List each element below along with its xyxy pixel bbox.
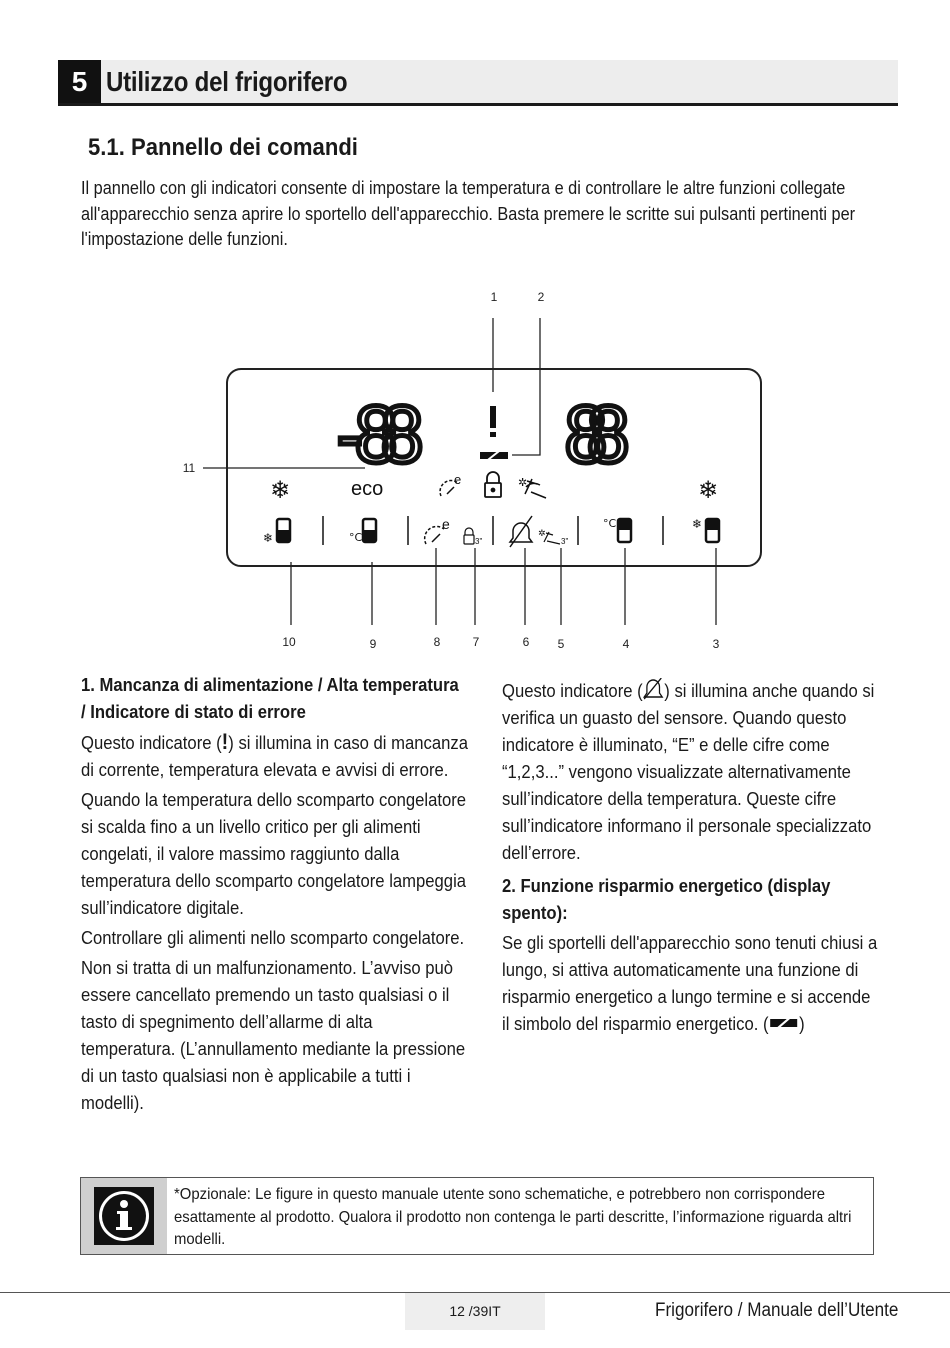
info-icon-box — [81, 1178, 167, 1254]
info-note — [80, 1177, 874, 1255]
svg-text:3": 3" — [561, 537, 569, 546]
callout-4: 4 — [622, 637, 630, 651]
lock-icon — [485, 472, 501, 497]
right-heading: 2. Funzione risparmio energetico (display spento): — [502, 875, 831, 923]
svg-text:e: e — [442, 516, 450, 532]
snowflake-icon: ❄ — [270, 476, 291, 504]
eco-fuzzy-icon — [425, 516, 450, 544]
right-column — [502, 677, 880, 1040]
intro-paragraph: Il pannello con gli indicatori consente di impostare la temperatura e di controllare le altre funzioni collegate all'apparecchio senza aprire lo sportello dell'apparecchio. Basta premere le scritte sui pulsanti pertinenti per l'impostazione delle funzioni. — [81, 178, 856, 249]
leader-2 — [512, 318, 540, 455]
energy-saving-inline-icon — [769, 1015, 800, 1031]
right-p2-text-end: ) — [799, 1013, 805, 1034]
left-column — [81, 671, 468, 1119]
svg-text:e: e — [454, 472, 462, 487]
svg-text:❄: ❄ — [692, 517, 703, 531]
callout-3: 3 — [712, 637, 720, 651]
left-paragraph-2: Quando la temperatura dello scomparto congelatore si scalda fino a un livello critico per gli alimenti congelati, il valore massimo raggiunto dalla temperatura dello scomparto congelatore lampeggia sull’indicatore digitale. — [81, 789, 467, 918]
control-panel-diagram — [0, 280, 950, 660]
snowflake-icon: ❄ — [698, 476, 719, 504]
freezer-compartment-icon — [263, 519, 290, 545]
alarm-inline-icon: ! — [221, 729, 229, 754]
eco-label: eco — [351, 478, 384, 500]
svg-text:°C: °C — [603, 517, 617, 530]
fridge-temperature-icon — [603, 517, 631, 542]
vacation-eco-icon — [440, 472, 461, 496]
callout-1: 1 — [490, 290, 498, 304]
callout-2: 2 — [537, 290, 545, 304]
left-p1-text: Questo indicatore ( — [81, 732, 222, 753]
callout-6: 6 — [522, 635, 530, 649]
svg-text:❄: ❄ — [263, 531, 274, 545]
left-paragraph-4: Non si tratta di un malfunzionamento. L’avviso può essere cancellato premendo un tasto qualsiasi o il tasto di spegnimento dell’allarme di alta temperatura. (L’annullamento mediante la pressione di un tasto qualsiasi non è applicabile a tutti i modelli). — [81, 957, 466, 1113]
holiday-icon — [518, 476, 546, 498]
display-right-digits: 88 — [563, 391, 631, 480]
chapter-number: 5 — [58, 60, 101, 103]
callout-5: 5 — [557, 637, 565, 651]
right-paragraph-2 — [502, 929, 880, 1037]
right-p1-text-end: ) si illumina anche quando si verifica un guasto del sensore. Quando questo indicatore è illuminato, “E” e delle cifre come “1,2,3...” vengono visualizzate alternativamente sull’indicatore della temperatura. Queste cifre sull’indicatore informano il personale specializzato dell’errore. — [502, 680, 875, 863]
alarm-off-inline-icon — [643, 678, 665, 700]
callout-11: 11 — [182, 461, 196, 475]
footer-title: Frigorifero / Manuale dell’Utente — [654, 1300, 898, 1321]
left-p1-text-end: ) si illumina in caso di mancanza di corrente, temperatura elevata e avvisi di errore. — [81, 732, 468, 780]
svg-text:✲: ✲ — [538, 529, 546, 539]
chapter-title: Utilizzo del frigorifero — [106, 66, 348, 97]
key-lock-3s-icon — [464, 528, 482, 546]
page-number: 12 /39IT — [405, 1293, 545, 1330]
freezer-temperature-icon — [349, 519, 376, 544]
right-p2-text: Se gli sportelli dell'apparecchio sono tenuti chiusi a lungo, si attiva automaticamente una funzione di risparmio energetico a lungo termine e si accende il simbolo del risparmio energetico. ( — [502, 932, 878, 1034]
alarm-off-icon — [510, 516, 532, 547]
note-text: *Opzionale: Le figure in questo manuale utente sono schematiche, e potrebbero non corrispondere esattamente al prodotto. Qualora il prodotto non contenga le parti descritte, l’informazione riguarda altri modelli. — [174, 1186, 852, 1248]
right-p1-text: Questo indicatore ( — [502, 680, 643, 701]
section-title: 5.1. Pannello dei comandi — [88, 134, 358, 161]
right-paragraph-1 — [502, 677, 880, 866]
chapter-header — [58, 60, 898, 106]
alarm-icon — [490, 406, 496, 437]
holiday-3s-icon — [538, 529, 568, 546]
svg-text:3": 3" — [475, 537, 483, 546]
left-heading: 1. Mancanza di alimentazione / Alta temperatura / Indicatore di stato di errore — [81, 674, 459, 722]
callout-8: 8 — [433, 635, 441, 649]
callout-9: 9 — [369, 637, 377, 651]
left-paragraph-1 — [81, 728, 468, 783]
info-icon — [81, 1178, 167, 1254]
fridge-quick-cool-icon — [692, 517, 719, 542]
callout-7: 7 — [472, 635, 480, 649]
energy-saving-icon — [480, 448, 508, 463]
callout-10: 10 — [282, 635, 296, 649]
svg-text:✲: ✲ — [518, 476, 528, 489]
display-left-digits: -88 — [327, 391, 425, 480]
left-paragraph-3: Controllare gli alimenti nello scomparto congelatore. — [81, 927, 465, 948]
svg-text:°C: °C — [349, 531, 363, 544]
